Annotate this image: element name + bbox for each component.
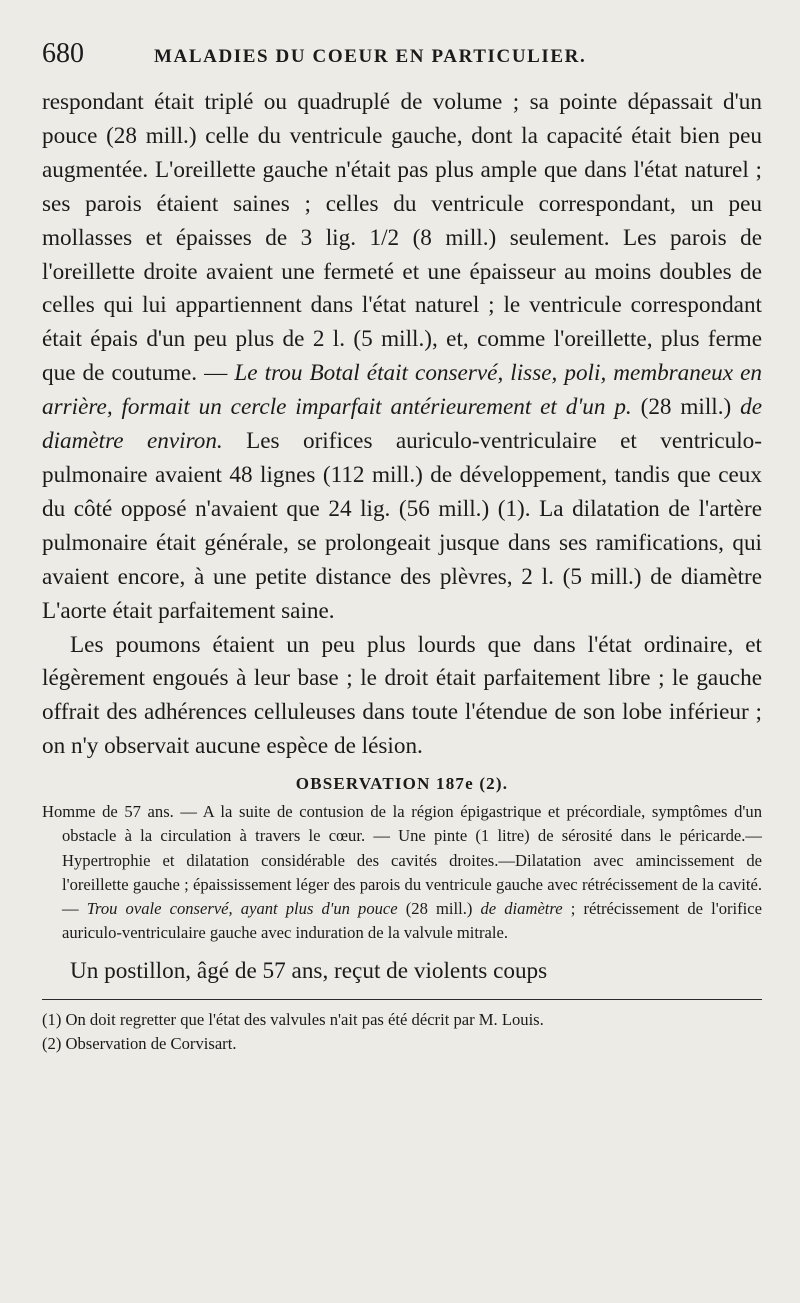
text-segment: (28 mill.): [397, 898, 481, 918]
italic-segment: Le trou Botal était conservé, lisse, poli, membraneux en arrière, formait un cercle imparfait antérieurement et d'un p.: [42, 360, 762, 421]
running-title: MALADIES DU COEUR EN PARTICULIER.: [154, 46, 587, 67]
footnote-2: (2) Observation de Corvisart.: [42, 1034, 237, 1054]
italic-segment: de diamètre: [480, 898, 563, 918]
main-text: [42, 86, 762, 764]
observation-body: [42, 955, 762, 989]
observation-title: OBSERVATION 187e (2).: [295, 774, 509, 794]
observation-first-line: Un postillon, âgé de 57 ans, reçut de violents coups: [70, 958, 548, 985]
footnote-rule: [42, 999, 762, 1000]
paragraph-lungs: Les poumons étaient un peu plus lourds que dans l'état ordinaire, et légèrement engoués à leur base ; le droit était parfaitement libre ; le gauche offrait des adhérences celluleuses dans toute l'étendue de son lobe inférieur ; on n'y observait aucune espèce de lésion.: [42, 631, 762, 760]
italic-segment: Trou ovale conservé, ayant plus d'un pouce: [86, 898, 398, 918]
page-header: [42, 38, 762, 86]
text-segment: ; rétrécissement de l'orifice auriculo-ventriculaire gauche avec induration de la valvule mitrale.: [62, 898, 763, 943]
paragraph-heart-description: [42, 86, 762, 629]
page-number: 680: [42, 38, 84, 69]
italic-segment: de diamètre environ.: [42, 394, 762, 455]
text-segment: (28 mill.): [631, 394, 741, 421]
text-segment: Homme de 57 ans. — A la suite de contusion de la région épigastrique et précordiale, symptômes d'un obstacle à la circulation à travers le cœur. — Une pinte (1 litre) de sérosité dans le péricarde.—Hypertrophie et dilatation considérable des cavités droites.—Dilatation avec amincissement de l'oreillette gauche ; épaississement léger des parois du ventricule gauche avec rétrécissement de la cavité. —: [42, 802, 762, 918]
text-segment: Les orifices auriculo-ventriculaire et ventriculo-pulmonaire avaient 48 lignes (112 mill.) de développement, tandis que ceux du côté opposé n'avaient que 24 lig. (56 mill.) (1). La dilatation de l'artère pulmonaire était générale, se prolongeait jusque dans ses ramifications, qui avaient encore, à une petite distance des plèvres, 2 l. (5 mill.) de diamètre L'aorte était parfaitement saine.: [42, 428, 762, 624]
footnote-1: (1) On doit regretter que l'état des valvules n'ait pas été décrit par M. Louis.: [42, 1010, 544, 1030]
text-segment: respondant était triplé ou quadruplé de volume ; sa pointe dépassait d'un pouce (28 mill.) celle du ventricule gauche, dont la capacité était bien peu augmentée. L'oreillette gauche n'était pas plus ample que dans l'état naturel ; ses parois étaient saines ; celles du ventricule correspondant, un peu mollasses et épaisses de 3 lig. 1/2 (8 mill.) seulement. Les parois de l'oreillette droite avaient une fermeté et une épaisseur au moins doubles de celles qui lui appartiennent dans l'état naturel ; le ventricule correspondant était épais d'un peu plus de 2 l. (5 mill.), et, comme l'oreillette, plus ferme que de coutume. —: [42, 89, 762, 387]
observation-summary: [42, 800, 762, 945]
footnotes: [42, 1008, 762, 1056]
